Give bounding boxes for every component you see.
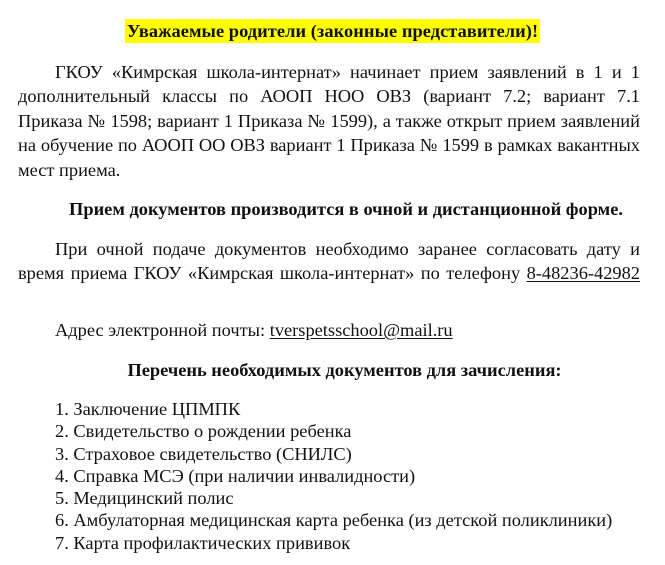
documents-list [55,398,612,554]
list-item: 2. Свидетельство о рождении ребенка [55,421,352,442]
email-link[interactable]: tverspetsschool@mail.ru [269,320,453,340]
phone-link[interactable]: 8-48236-42982 [526,263,640,284]
inperson-line-2-text: время приема ГКОУ «Кимрская школа-интернат» по телефону [18,263,527,284]
list-item: 5. Медицинский полис [55,488,234,509]
inperson-paragraph [18,237,640,286]
inperson-line-2 [18,261,640,285]
list-item: 3. Страховое свидетельство (СНИЛС) [55,443,352,464]
list-item: 4. Справка МСЭ (при наличии инвалидности) [55,465,416,486]
form-notice-heading: Прием документов производится в очной и дистанционной форме. [69,199,623,219]
list-item: 6. Амбулаторная медицинская карта ребенка (из детской поликлиники) [55,510,613,531]
intro-paragraph: ГКОУ «Кимрская школа-интернат» начинает прием заявлений в 1 и 1 дополнительный классы по АООП НОО ОВЗ (вариант 7.2; вариант 7.1 Приказа № 1598; вариант 1 Приказа № 1599), а также открыт прием заявлений на обучение по АООП ОО ОВЗ вариант 1 Приказа № 1599 в рамках вакантных мест приема. [18,62,640,180]
list-item: 7. Карта профилактических прививок [55,532,351,553]
page-title: Уважаемые родители (законные представители)! [126,21,539,41]
inperson-line-1: При очной подаче документов необходимо заранее согласовать дату и [55,239,640,259]
email-line [55,318,453,342]
email-label: Адрес электронной почты: [55,320,270,340]
title-container [0,19,665,43]
list-item: 1. Заключение ЦПМПК [55,399,241,419]
documents-heading: Перечень необходимых документов для зачисления: [127,360,562,380]
